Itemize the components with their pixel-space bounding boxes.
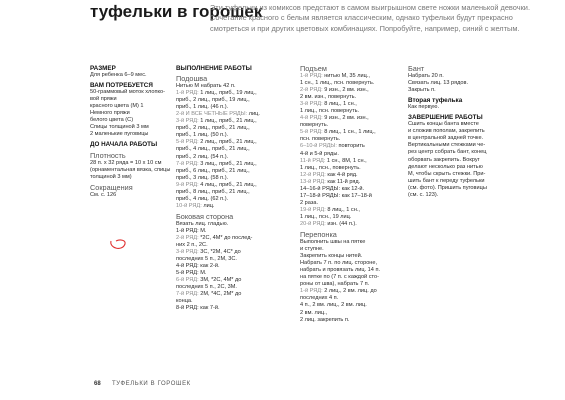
text-line: 3-й РЯД: 8 лиц., 1 сн., xyxy=(300,101,357,108)
text-line: Вязать лиц. гладью. xyxy=(176,220,229,227)
text-line: 14–16-й РЯДЫ: как 12-й. xyxy=(300,185,365,192)
text-line: 5-й РЯД: 2 лиц., приб., 21 лиц., xyxy=(176,139,257,146)
text-line: 7-й РЯД: 3 лиц., приб., 21 лиц., xyxy=(176,160,257,167)
text-line: 20-й РЯД: изн. (44 п.). xyxy=(300,220,357,227)
text-line: Спицы толщиной 3 мм xyxy=(90,124,149,131)
text-line: 1-й РЯД: 2 лиц., 2 вм. лиц. до xyxy=(300,288,377,295)
text-line: и ступне. xyxy=(300,246,324,253)
text-line: Набрать 7 п. по лиц. стороне, xyxy=(300,260,378,267)
row-label: 19-й РЯД: xyxy=(300,206,326,213)
text-line: вой пряжи xyxy=(90,96,117,103)
text-line: 2 вм. лиц., xyxy=(300,309,328,316)
text-line: 6–10-й РЯДЫ: повторить xyxy=(300,143,365,150)
text-line: приб., 2 лиц., приб., 21 лиц., xyxy=(176,125,250,132)
text-line: них 2 п., 2С. xyxy=(176,242,208,249)
text-line: 8-й РЯД: как 7-й. xyxy=(176,305,220,312)
text-line: 2-й РЯД: *2С, 4М* до послед- xyxy=(176,234,253,241)
column-materials xyxy=(90,62,170,199)
text-line: рез центр собрать бант, конец xyxy=(408,149,487,156)
text-line: 3-й РЯД: 1 лиц., приб., 21 лиц., xyxy=(176,118,257,125)
text-line: на пятке по (7 п. с каждой сто- xyxy=(300,274,380,281)
text-line: приб., 1 лиц. (50 п.). xyxy=(176,132,229,139)
text-line: 28 п. х 32 ряда = 10 х 10 см xyxy=(90,159,162,166)
text-line: повернуть. xyxy=(300,122,329,129)
text-line: 1 сн., 1 лиц., псн. повернуть. xyxy=(300,80,375,87)
text-line: 2 вм. изн., повернуть. xyxy=(300,94,357,101)
row-label: 11-й РЯД: xyxy=(300,157,326,164)
text-line: делают несколько раз нитью xyxy=(408,163,483,170)
subheading: Сокращения xyxy=(90,182,133,192)
subheading: Подошва xyxy=(176,74,208,84)
text-line: (орнаментальная вязка, спицы xyxy=(90,166,171,173)
row-label: 20-й РЯД: xyxy=(300,220,326,227)
row-label: 3-й РЯД: xyxy=(176,249,199,256)
text-line: и сложив пополам, закрепить xyxy=(408,128,485,135)
text-line: Закрыть п. xyxy=(408,87,436,94)
row-label: 2-й РЯД: xyxy=(176,234,199,241)
text-line: (см. фото). Пришить пуговицы xyxy=(408,184,487,191)
text-line: приб., 6 лиц., приб., 21 лиц., xyxy=(176,167,250,174)
row-label: 1-й РЯД: xyxy=(300,73,323,79)
section-heading: РАЗМЕР xyxy=(90,65,116,72)
column-finishing xyxy=(408,62,487,199)
text-line: 2 раза. xyxy=(300,199,319,206)
text-line: 1 лиц., псн. повернуть. xyxy=(300,108,360,115)
text-line: Закрепить концы нитей. xyxy=(300,253,363,260)
text-line: приб., 3 лиц. (58 п.). xyxy=(176,174,229,181)
row-label: 6-й РЯД: xyxy=(176,277,199,284)
row-label: 4-й РЯД: xyxy=(300,115,323,122)
text-line: приб., 8 лиц., приб., 21 лиц., xyxy=(176,188,250,195)
row-label: 3-й РЯД: xyxy=(300,101,323,108)
text-line: Нитью М набрать 42 п. xyxy=(176,83,236,90)
text-line: конца. xyxy=(176,298,193,305)
text-line: в центральной задней точке. xyxy=(408,135,484,142)
section-heading: ДО НАЧАЛА РАБОТЫ xyxy=(90,141,158,149)
handwritten-circle-mark xyxy=(108,238,128,252)
text-line: 2 маленькие пуговицы xyxy=(90,131,149,138)
row-label: 5-й РЯД: xyxy=(300,129,323,136)
text-line: 1 лиц., псн., 19 лиц. xyxy=(300,213,352,220)
intro-paragraph: Эти туфельки из комиксов предстают в самом выигрышном свете ножки маленькой девочки. Сочетание красного с белым является классическим, однако туфельки будут прекрасно смотреться и при других цветовых комбинациях. Попробуйте, например, синий с желтым. xyxy=(210,3,530,33)
text-line: 2-й И ВСЕ ЧЕТНЫЕ РЯДЫ: лиц. xyxy=(176,111,260,118)
text-line: Выполнить швы на пятке xyxy=(300,239,366,246)
row-label: 1-й РЯД: xyxy=(176,90,199,97)
text-line: толщиной 3 мм) xyxy=(90,173,132,180)
text-line: 13-й РЯД: как 11-й ряд. xyxy=(300,178,361,185)
row-label: 1-й РЯД: xyxy=(300,288,323,295)
row-label: 13-й РЯД: xyxy=(300,178,326,185)
row-label: 7-й РЯД: xyxy=(176,160,199,167)
text-line: 17–18-й РЯДЫ: как 17–18-й xyxy=(300,192,372,199)
row-label: 3-й РЯД: xyxy=(176,118,199,125)
text-line: псн. повернуть. xyxy=(300,136,341,143)
subheading: Боковая сторона xyxy=(176,211,234,221)
row-label: 9-й РЯД: xyxy=(176,181,199,188)
text-line: приб., 2 лиц. (54 п.). xyxy=(176,153,229,160)
row-label: 12-й РЯД: xyxy=(300,171,326,178)
row-label: 2-й И ВСЕ ЧЕТНЫЕ РЯДЫ: xyxy=(176,111,248,118)
text-line: 2 лиц. закрепить п. xyxy=(300,316,350,323)
text-line: последних 4 п. xyxy=(300,295,339,302)
text-line: последних 5 п., 2С, 3М. xyxy=(176,284,237,291)
subheading: Плотность xyxy=(90,150,126,160)
text-line: приб., 4 лиц. (62 п.). xyxy=(176,195,229,202)
text-line: 1-й РЯД: нитью М, 35 лиц., xyxy=(300,73,370,79)
text-line: Немного пряжи xyxy=(90,110,130,117)
text-line: 12-й РЯД: как 4-й ряд. xyxy=(300,171,358,178)
text-line: приб., 2 лиц., приб., 19 лиц., xyxy=(176,97,250,104)
text-line: 9-й РЯД: 4 лиц., приб., 21 лиц., xyxy=(176,181,257,188)
text-line: 1-й РЯД: М. xyxy=(176,227,207,234)
column-instructions xyxy=(176,62,260,313)
row-label: 6–10-й РЯДЫ: xyxy=(300,143,337,150)
text-line: приб., 4 лиц., приб., 21 лиц., xyxy=(176,146,250,153)
text-line: 50-граммовый моток хлопко- xyxy=(90,89,166,96)
row-label: 2-й РЯД: xyxy=(300,87,323,94)
text-line: Как первую. xyxy=(408,104,440,111)
text-line: 1 лиц., псн., повернуть. xyxy=(300,164,361,171)
text-line: 19-й РЯД: 8 лиц., 1 сн., xyxy=(300,206,360,213)
text-line: красного цвета (М) 1 xyxy=(90,103,144,110)
text-line: 4-й РЯД: 9 изн., 2 вм. изн., xyxy=(300,115,369,122)
subheading: Перепонка xyxy=(300,230,337,240)
subheading: Подъем xyxy=(300,64,327,73)
text-line: приб., 1 лиц. (46 п.). xyxy=(176,104,229,111)
section-heading: ВЫПОЛНЕНИЕ РАБОТЫ xyxy=(176,65,252,72)
row-label: 5-й РЯД: xyxy=(176,139,199,146)
text-line: Связать лиц. 13 рядов. xyxy=(408,80,469,87)
text-line: Вертикальными стежками че- xyxy=(408,142,486,149)
text-line: М, чтобы скрыть стежки. При- xyxy=(408,170,486,177)
section-heading: Вторая туфелька xyxy=(408,97,463,105)
text-line: Набрать 20 п. xyxy=(408,73,444,79)
text-line: 6-й РЯД: 3М, *2С, 4М* до xyxy=(176,277,242,284)
text-line: шить бант к переду туфельки xyxy=(408,177,485,184)
text-line: 11-й РЯД: 1 сн., 8М, 1 сн., xyxy=(300,157,367,164)
text-line: белого цвета (С) xyxy=(90,117,134,124)
text-line: 5-й РЯД: 8 лиц., 1 сн., 1 лиц., xyxy=(300,129,376,136)
column-instep xyxy=(300,62,380,324)
text-line: (см. с. 123). xyxy=(408,191,439,198)
text-line: 4-й РЯД: как 2-й. xyxy=(176,263,220,270)
text-line: роны от шва), набрать 7 п. xyxy=(300,281,370,288)
text-line: 5-й РЯД: М. xyxy=(176,270,207,277)
page-number: 68 xyxy=(94,381,101,387)
text-line: 4 п., 2 вм. лиц., 2 вм. лиц. xyxy=(300,302,367,309)
text-line: 7-й РЯД: 2М, *4С, 2М* до xyxy=(176,291,242,298)
text-line: 1-й РЯД: 1 лиц., приб., 19 лиц., xyxy=(176,90,257,97)
running-footer: ТУФЕЛЬКИ В ГОРОШЕК xyxy=(112,381,191,387)
row-label: 7-й РЯД: xyxy=(176,291,199,298)
section-heading: ЗАВЕРШЕНИЕ РАБОТЫ xyxy=(408,114,483,122)
text-line: Для ребенка 6–9 мес. xyxy=(90,72,147,79)
text-line: оборвать закрепить. Вокруг xyxy=(408,156,480,163)
text-line: 2-й РЯД: 9 изн., 2 вм. изн., xyxy=(300,87,369,94)
text-line: Сшить концы банта вместе xyxy=(408,121,479,128)
section-heading: ВАМ ПОТРЕБУЕТСЯ xyxy=(90,82,153,90)
text-line: последних 5 п., 2М, 3С. xyxy=(176,256,237,263)
text-line: 10-й РЯД: лиц. xyxy=(176,202,215,209)
text-line: См. с. 126 xyxy=(90,191,117,198)
page-title: туфельки в горошек xyxy=(90,2,263,21)
text-line: 3-й РЯД: 3С, *2М, 4С* до xyxy=(176,249,241,256)
subheading: Бант xyxy=(408,64,425,73)
text-line: 4-й и 5-й ряды. xyxy=(300,150,339,157)
text-line: набрать и провязать лиц. 14 п. xyxy=(300,267,381,274)
row-label: 10-й РЯД: xyxy=(176,202,202,209)
